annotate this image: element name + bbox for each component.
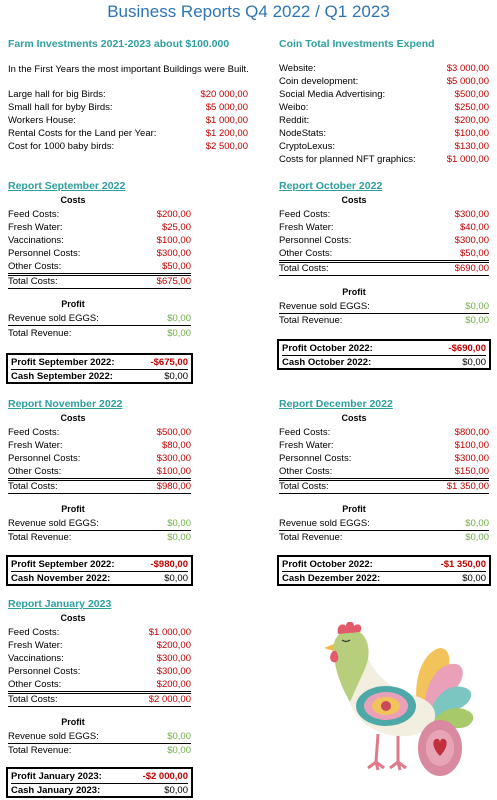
- cost-row: Other Costs: $50,00: [8, 260, 191, 276]
- farm-intro-text: In the First Years the most important Buildings were Built.: [8, 64, 249, 75]
- profit-summary-box: [6, 555, 193, 586]
- profit-summary-box: [277, 339, 491, 370]
- farm-item: Small hall for byby Birds: $5 000,00: [8, 102, 248, 113]
- total-costs-row: Total Costs: $980,00: [8, 481, 191, 492]
- costs-subheading: Costs: [341, 195, 367, 205]
- coin-item: Costs for planned NFT graphics: $1 000,00: [279, 154, 489, 165]
- cost-row: Other Costs: $150,00: [279, 465, 489, 481]
- total-costs-row: Total Costs: $2 000,00: [8, 694, 191, 705]
- costs-subheading: Costs: [60, 613, 86, 623]
- cost-row: Fresh Water: $80,00: [8, 440, 191, 451]
- farm-item: Cost for 1000 baby birds: $2 500,00: [8, 141, 248, 152]
- coin-item: Social Media Advertising: $500,00: [279, 89, 489, 100]
- revenue-row: Revenue sold EGGS: $0,00: [8, 518, 191, 529]
- revenue-row: Revenue sold EGGS: $0,00: [8, 731, 191, 742]
- profit-summary-box: [277, 555, 491, 586]
- cost-row: Feed Costs: $800,00: [279, 427, 489, 438]
- cost-row: Other Costs: $50,00: [279, 247, 489, 263]
- cash-row: Cash January 2023: $0,00: [11, 785, 188, 796]
- total-revenue-row: Total Revenue: $0,00: [8, 532, 191, 543]
- costs-subheading: Costs: [60, 413, 86, 423]
- profit-subheading: Profit: [61, 299, 85, 309]
- total-costs-row: Total Costs: $675,00: [8, 276, 191, 287]
- coin-investments-heading: Coin Total Investments Expend: [279, 38, 435, 50]
- cost-row: Vaccinations: $300,00: [8, 653, 191, 664]
- profit-row: Profit October 2022: -$1 350,00: [282, 559, 486, 570]
- costs-subheading: Costs: [60, 195, 86, 205]
- coin-item: Weibo: $250,00: [279, 102, 489, 113]
- revenue-row: Revenue sold EGGS: $0,00: [279, 301, 489, 312]
- cost-row: Personnel Costs: $300,00: [8, 248, 191, 259]
- cost-row: Feed Costs: $500,00: [8, 427, 191, 438]
- report-heading: Report September 2022: [8, 180, 126, 192]
- cost-row: Fresh Water: $25,00: [8, 222, 191, 233]
- coin-item: CryptoLexus: $130,00: [279, 141, 489, 152]
- rooster-with-egg-icon: [300, 622, 490, 782]
- farm-item: Rental Costs for the Land per Year: $1 200,00: [8, 128, 248, 139]
- report-heading: Report December 2022: [279, 398, 393, 410]
- profit-summary-box: [6, 353, 193, 384]
- revenue-row: Revenue sold EGGS: $0,00: [279, 518, 489, 529]
- farm-investments-heading: Farm Investments 2021-2023 about $100.000: [8, 38, 230, 50]
- profit-row: Profit October 2022: -$690,00: [282, 343, 486, 354]
- revenue-row: Revenue sold EGGS: $0,00: [8, 313, 191, 324]
- report-october-2022: [279, 180, 489, 375]
- cost-row: Feed Costs: $200,00: [8, 209, 191, 220]
- cost-row: Other Costs: $200,00: [8, 678, 191, 694]
- cost-row: Feed Costs: $1 000,00: [8, 627, 191, 638]
- total-revenue-row: Total Revenue: $0,00: [8, 328, 191, 339]
- total-revenue-row: Total Revenue: $0,00: [8, 745, 191, 756]
- coin-item: NodeStats: $100,00: [279, 128, 489, 139]
- cost-row: Other Costs: $100,00: [8, 465, 191, 481]
- page-title: Business Reports Q4 2022 / Q1 2023: [107, 2, 390, 21]
- cash-row: Cash September 2022: $0,00: [11, 371, 188, 382]
- cost-row: Fresh Water: $100,00: [279, 440, 489, 451]
- total-revenue-row: Total Revenue: $0,00: [279, 532, 489, 543]
- report-january-2023: [8, 598, 191, 798]
- total-costs-row: Total Costs: $690,00: [279, 263, 489, 274]
- farm-item: Workers House: $1 000,00: [8, 115, 248, 126]
- report-heading: Report October 2022: [279, 180, 383, 192]
- cash-row: Cash November 2022: $0,00: [11, 573, 188, 584]
- profit-row: Profit September 2022: -$980,00: [11, 559, 188, 570]
- cost-row: Personnel Costs: $300,00: [8, 666, 191, 677]
- profit-subheading: Profit: [342, 504, 366, 514]
- cost-row: Personnel Costs: $300,00: [279, 453, 489, 464]
- coin-item: Website: $3 000,00: [279, 63, 489, 74]
- cash-row: Cash Dezember 2022: $0,00: [282, 573, 486, 584]
- report-heading: Report November 2022: [8, 398, 123, 410]
- report-september-2022: [8, 180, 191, 385]
- coin-item: Coin development: $5 000,00: [279, 76, 489, 87]
- profit-row: Profit September 2022: -$675,00: [11, 357, 188, 368]
- profit-row: Profit January 2023: -$2 000,00: [11, 771, 188, 782]
- cost-row: Personnel Costs: $300,00: [8, 453, 191, 464]
- cost-row: Fresh Water: $40,00: [279, 222, 489, 233]
- report-november-2022: [8, 398, 191, 588]
- profit-subheading: Profit: [342, 287, 366, 297]
- cost-row: Vaccinations: $100,00: [8, 235, 191, 246]
- report-december-2022: [279, 398, 489, 588]
- costs-subheading: Costs: [341, 413, 367, 423]
- profit-subheading: Profit: [61, 717, 85, 727]
- cost-row: Fresh Water: $200,00: [8, 640, 191, 651]
- report-heading: Report January 2023: [8, 598, 112, 610]
- cost-row: Personnel Costs: $300,00: [279, 235, 489, 246]
- profit-subheading: Profit: [61, 504, 85, 514]
- profit-summary-box: [6, 767, 193, 798]
- cost-row: Feed Costs: $300,00: [279, 209, 489, 220]
- cash-row: Cash October 2022: $0,00: [282, 357, 486, 368]
- total-costs-row: Total Costs: $1 350,00: [279, 481, 489, 492]
- total-revenue-row: Total Revenue: $0,00: [279, 315, 489, 326]
- coin-item: Reddit: $200,00: [279, 115, 489, 126]
- farm-item: Large hall for big Birds: $20 000,00: [8, 89, 248, 100]
